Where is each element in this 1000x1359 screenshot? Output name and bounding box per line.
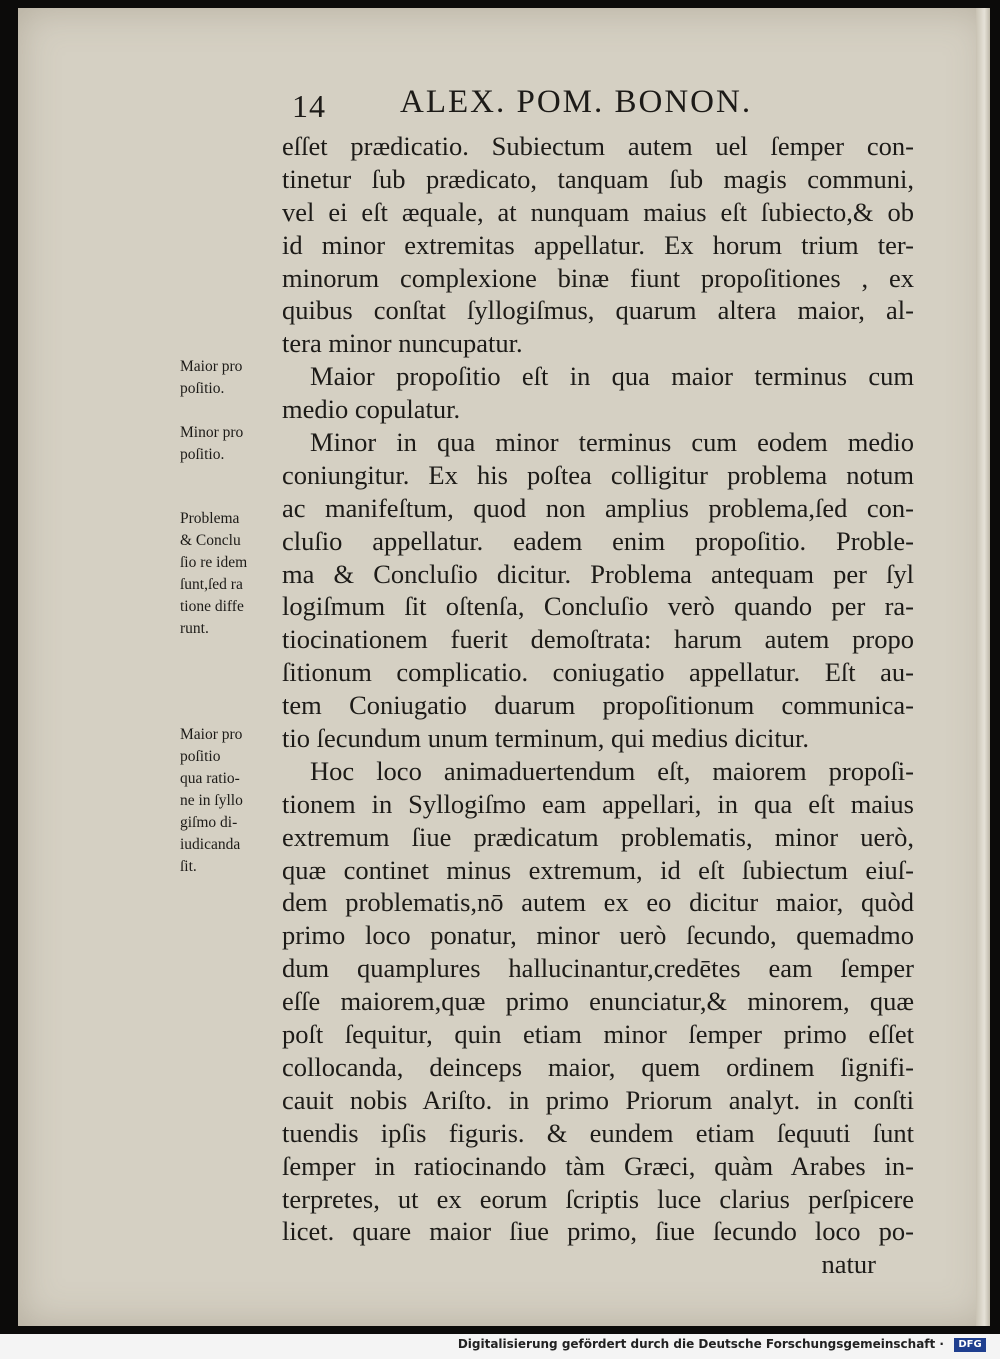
marginal-line: poſitio.: [180, 380, 225, 397]
text-line: tionem in Syllogiſmo eam appellari, in qua eſt maius: [282, 788, 914, 819]
text-line: tio ſecundum unum terminum, qui medius dicitur.: [282, 723, 809, 754]
page-number: 14: [292, 88, 326, 124]
text-line: tera minor nuncupatur.: [282, 328, 523, 359]
text-line: medio copulatur.: [282, 394, 461, 425]
text-line: id minor extremitas appellatur. Ex horum trium ter-: [282, 229, 914, 260]
text-line: ſitionum complicatio. coniugatio appellatur. Eſt au-: [282, 657, 914, 688]
text-line: Maior propoſitio eſt in qua maior terminus cum: [310, 361, 914, 392]
text-line: Minor in qua minor terminus cum eodem medio: [310, 427, 914, 458]
footer-bar: [0, 1334, 1000, 1359]
text-line: licet. quare maior ſiue primo, ſiue ſecundo loco po-: [282, 1216, 914, 1247]
marginal-note: [180, 724, 272, 878]
marginal-line: ſit.: [180, 858, 197, 875]
marginal-note: [180, 422, 272, 466]
text-line: poſt ſequitur, quin etiam minor ſemper primo eſſet: [282, 1019, 914, 1050]
text-line: collocanda, deinceps maior, quem ordinem ſignifi-: [282, 1051, 914, 1082]
marginal-line: Minor pro: [180, 424, 244, 441]
marginal-note: [180, 356, 272, 400]
marginal-line: qua ratio-: [180, 770, 240, 787]
marginal-note: [180, 508, 272, 640]
marginal-line: tione diffe: [180, 598, 244, 615]
catchword: natur: [821, 1249, 876, 1280]
text-line: coniungitur. Ex his poſtea colligitur problema notum: [282, 459, 914, 490]
text-line: tem Coniugatio duarum propoſitionum communica-: [282, 690, 914, 721]
running-title: ALEX. POM. BONON.: [400, 84, 753, 120]
text-line: terpretes, ut ex eorum ſcriptis luce clarius perſpicere: [282, 1183, 914, 1214]
text-line: eſſet prædicatio. Subiectum autem uel ſemper con-: [282, 131, 914, 161]
text-line: minorum complexione binæ fiunt propoſitiones , ex: [282, 262, 914, 293]
text-line: vel ei eſt æquale, at nunquam maius eſt ſubiecto,& ob: [282, 196, 914, 227]
marginal-line: ſio re idem: [180, 554, 248, 571]
text-line: dem problematis,nō autem ex eo dicitur maior, quòd: [282, 887, 914, 918]
marginal-line: poſitio.: [180, 446, 225, 463]
text-line: extremum ſiue prædicatum problematis, minor uerò,: [282, 821, 914, 852]
text-line: dum quamplures hallucinantur,credētes eam ſemper: [282, 953, 914, 984]
page-edge: [976, 8, 990, 1326]
text-line: logiſmum ſit oſtenſa, Concluſio verò quando per ra-: [282, 591, 914, 622]
marginal-line: Problema: [180, 510, 240, 527]
text-line: tuendis ipſis figuris. & eundem etiam ſequuti ſunt: [282, 1117, 914, 1148]
marginal-line: & Conclu: [180, 532, 241, 549]
marginal-line: ne in ſyllo: [180, 792, 243, 809]
dfg-logo-icon: DFG: [954, 1338, 986, 1352]
marginal-line: giſmo di-: [180, 814, 238, 831]
text-line: ma & Concluſio dicitur. Problema antequam per ſyl: [282, 558, 914, 589]
text-line: quibus conſtat ſyllogiſmus, quarum altera maior, al-: [282, 295, 914, 326]
marginal-line: iudicanda: [180, 836, 241, 853]
body-text: [282, 130, 914, 1281]
marginal-line: runt.: [180, 620, 209, 637]
text-line: primo loco ponatur, minor uerò ſecundo, quemadmo: [282, 920, 914, 951]
marginal-line: Maior pro: [180, 726, 243, 743]
marginal-line: ſunt,ſed ra: [180, 576, 243, 593]
funding-credit: Digitalisierung gefördert durch die Deutsche Forschungsgemeinschaft ·: [457, 1337, 944, 1351]
marginal-line: poſitio: [180, 748, 221, 765]
text-line: eſſe maiorem,quæ primo enunciatur,& minorem, quæ: [282, 986, 914, 1017]
text-line: Hoc loco animaduertendum eſt, maiorem propoſi-: [310, 755, 914, 786]
text-line: cluſio appellatur. eadem enim propoſitio. Proble-: [282, 525, 914, 556]
text-line: cauit nobis Ariſto. in primo Priorum analyt. in conſti: [282, 1084, 914, 1115]
text-line: ſemper in ratiocinando tàm Græci, quàm Arabes in-: [282, 1150, 914, 1181]
text-line: ac manifeſtum, quod non amplius problema,ſed con-: [282, 492, 914, 523]
marginal-line: Maior pro: [180, 358, 243, 375]
text-line: tinetur ſub prædicato, tanquam ſub magis communi,: [282, 163, 914, 194]
text-line: quæ continet minus extremum, id eſt ſubiectum eiuſ-: [282, 854, 914, 885]
page-header: [282, 84, 842, 132]
text-line: tiocinationem fuerit demoſtrata: harum autem propo: [282, 624, 914, 655]
